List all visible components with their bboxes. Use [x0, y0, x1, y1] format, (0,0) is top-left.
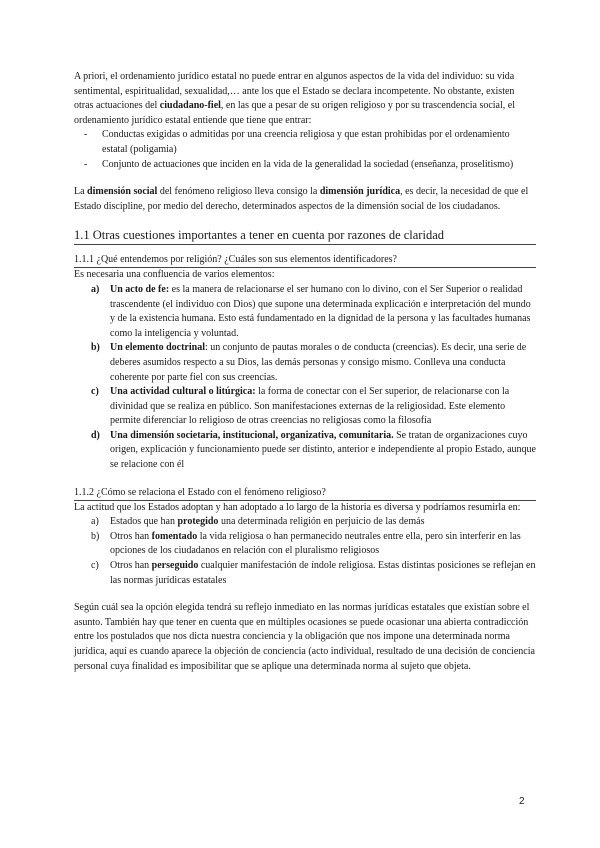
bold-term: dimensión social	[87, 186, 158, 198]
section-heading: 1.1 Otras cuestiones importantes a tener en cuenta por razones de claridad	[74, 227, 536, 245]
bold-term: dimensión jurídica	[319, 186, 401, 198]
intro-bullet-list	[74, 128, 536, 172]
closing-paragraph: Según cuál sea la opción elegida tendrá su reflejo inmediato en las normas jurídicas estatales que existían sobre el asunto. También hay que tener en cuenta que en múltiples ocasiones se puede ocasionar una abierta contradicción entre los postulados que nos dicta nuestra conciencia y la obligación que nos impone una determinada norma jurídica, aquí es cuando aparece la objeción de conciencia (acto individual, resultado de una decisión de conciencia personal cuya finalidad es imposibilitar que se aplique una determinada norma al sujeto que objeta.	[74, 602, 535, 672]
list-item: c) Otros han perseguido cualquier manifestación de índole religiosa. Estas distintas posiciones se reflejan en las normas jurídicas estatales	[91, 560, 536, 586]
list-item: b) Un elemento doctrinal: un conjunto de pautas morales o de conducta (creencias). Es decir, una serie de deberes asumidos respecto a su Dios, las demás personas y consigo mismo. Conlleva una conducta coherente por parte fiel con sus creencias.	[91, 342, 527, 383]
subsection-intro: Es necesaria una confluencia de varios elementos:	[74, 269, 275, 281]
social-paragraph: La dimensión social del fenómeno religioso lleva consigo la dimensión jurídica, es decir, la necesidad de que el Estado discipline, por medio del derecho, determinados aspectos de la dimensión social de los ciudadanos.	[74, 186, 529, 212]
list-item: c) Una actividad cultural o litúrgica: la forma de conectar con el Ser superior, de relacionarse con la divinidad que se realiza en público. Son manifestaciones externas de la religiosidad. Este elemento permite diferenciar lo religioso de otras creencias no religiosas como la filosofía	[91, 386, 510, 427]
subsection-heading: 1.1.1 ¿Qué entendemos por religión? ¿Cuáles son sus elementos identificadores?	[74, 253, 536, 268]
bold-term: ciudadano-fiel	[159, 100, 221, 112]
list-item: - Conductas exigidas o admitidas por una creencia religiosa y que estan prohibidas por el ordenamiento estatal (poligamia)	[74, 128, 536, 157]
subsection-heading: 1.1.2 ¿Cómo se relaciona el Estado con el fenómeno religioso?	[74, 486, 536, 501]
list-item: d) Una dimensión societaria, institucional, organizativa, comunitaria. Se tratan de organizaciones cuyo origen, explicación y funcionamiento puede ser distinto, anterior e independiente al propio Estado, aunque se relacione con él	[91, 429, 536, 471]
attitudes-list	[74, 515, 536, 588]
subsection-intro: La actitud que los Estados adoptan y han adoptado a lo largo de la historia es diversa y podríamos resumirla en:	[74, 501, 521, 513]
intro-paragraph: A priori, el ordenamiento jurídico estatal no puede entrar en algunos aspectos de la vida del individuo: su vida sentimental, espiritualidad, sexualidad,… ante los que el Estado se declara incompetente. No obstante, existen otras actuaciones del ciudadano-fiel, en las que a pesar de su origen religioso y por su trascendencia social, el ordenamiento jurídico estatal entiende que tiene que entrar:	[74, 71, 515, 126]
list-item: - Conjunto de actuaciones que inciden en la vida de la generalidad la sociedad (enseñanza, proselitismo)	[74, 158, 536, 173]
list-item: a) Un acto de fe: es la manera de relacionarse el ser humano con lo divino, con el Ser Superior o realidad trascendente (el individuo con Dios) que supone una determinada explicación e interpretación del mundo y de la existencia humana. Esto está fundamentado en la dignidad de la persona y las facultades humanas como la inteligencia y voluntad.	[91, 283, 531, 339]
list-item: b) Otros han fomentado la vida religiosa o han permanecido neutrales entre ella, pero sin interferir en las opciones de los ciudadanos en relación con el pluralismo religiosos	[91, 530, 521, 557]
elements-list	[74, 283, 536, 473]
list-item: a) Estados que han protegido una determinada religión en perjuicio de las demás	[91, 516, 425, 528]
page-number: 2	[519, 796, 525, 807]
document-page	[74, 70, 536, 674]
